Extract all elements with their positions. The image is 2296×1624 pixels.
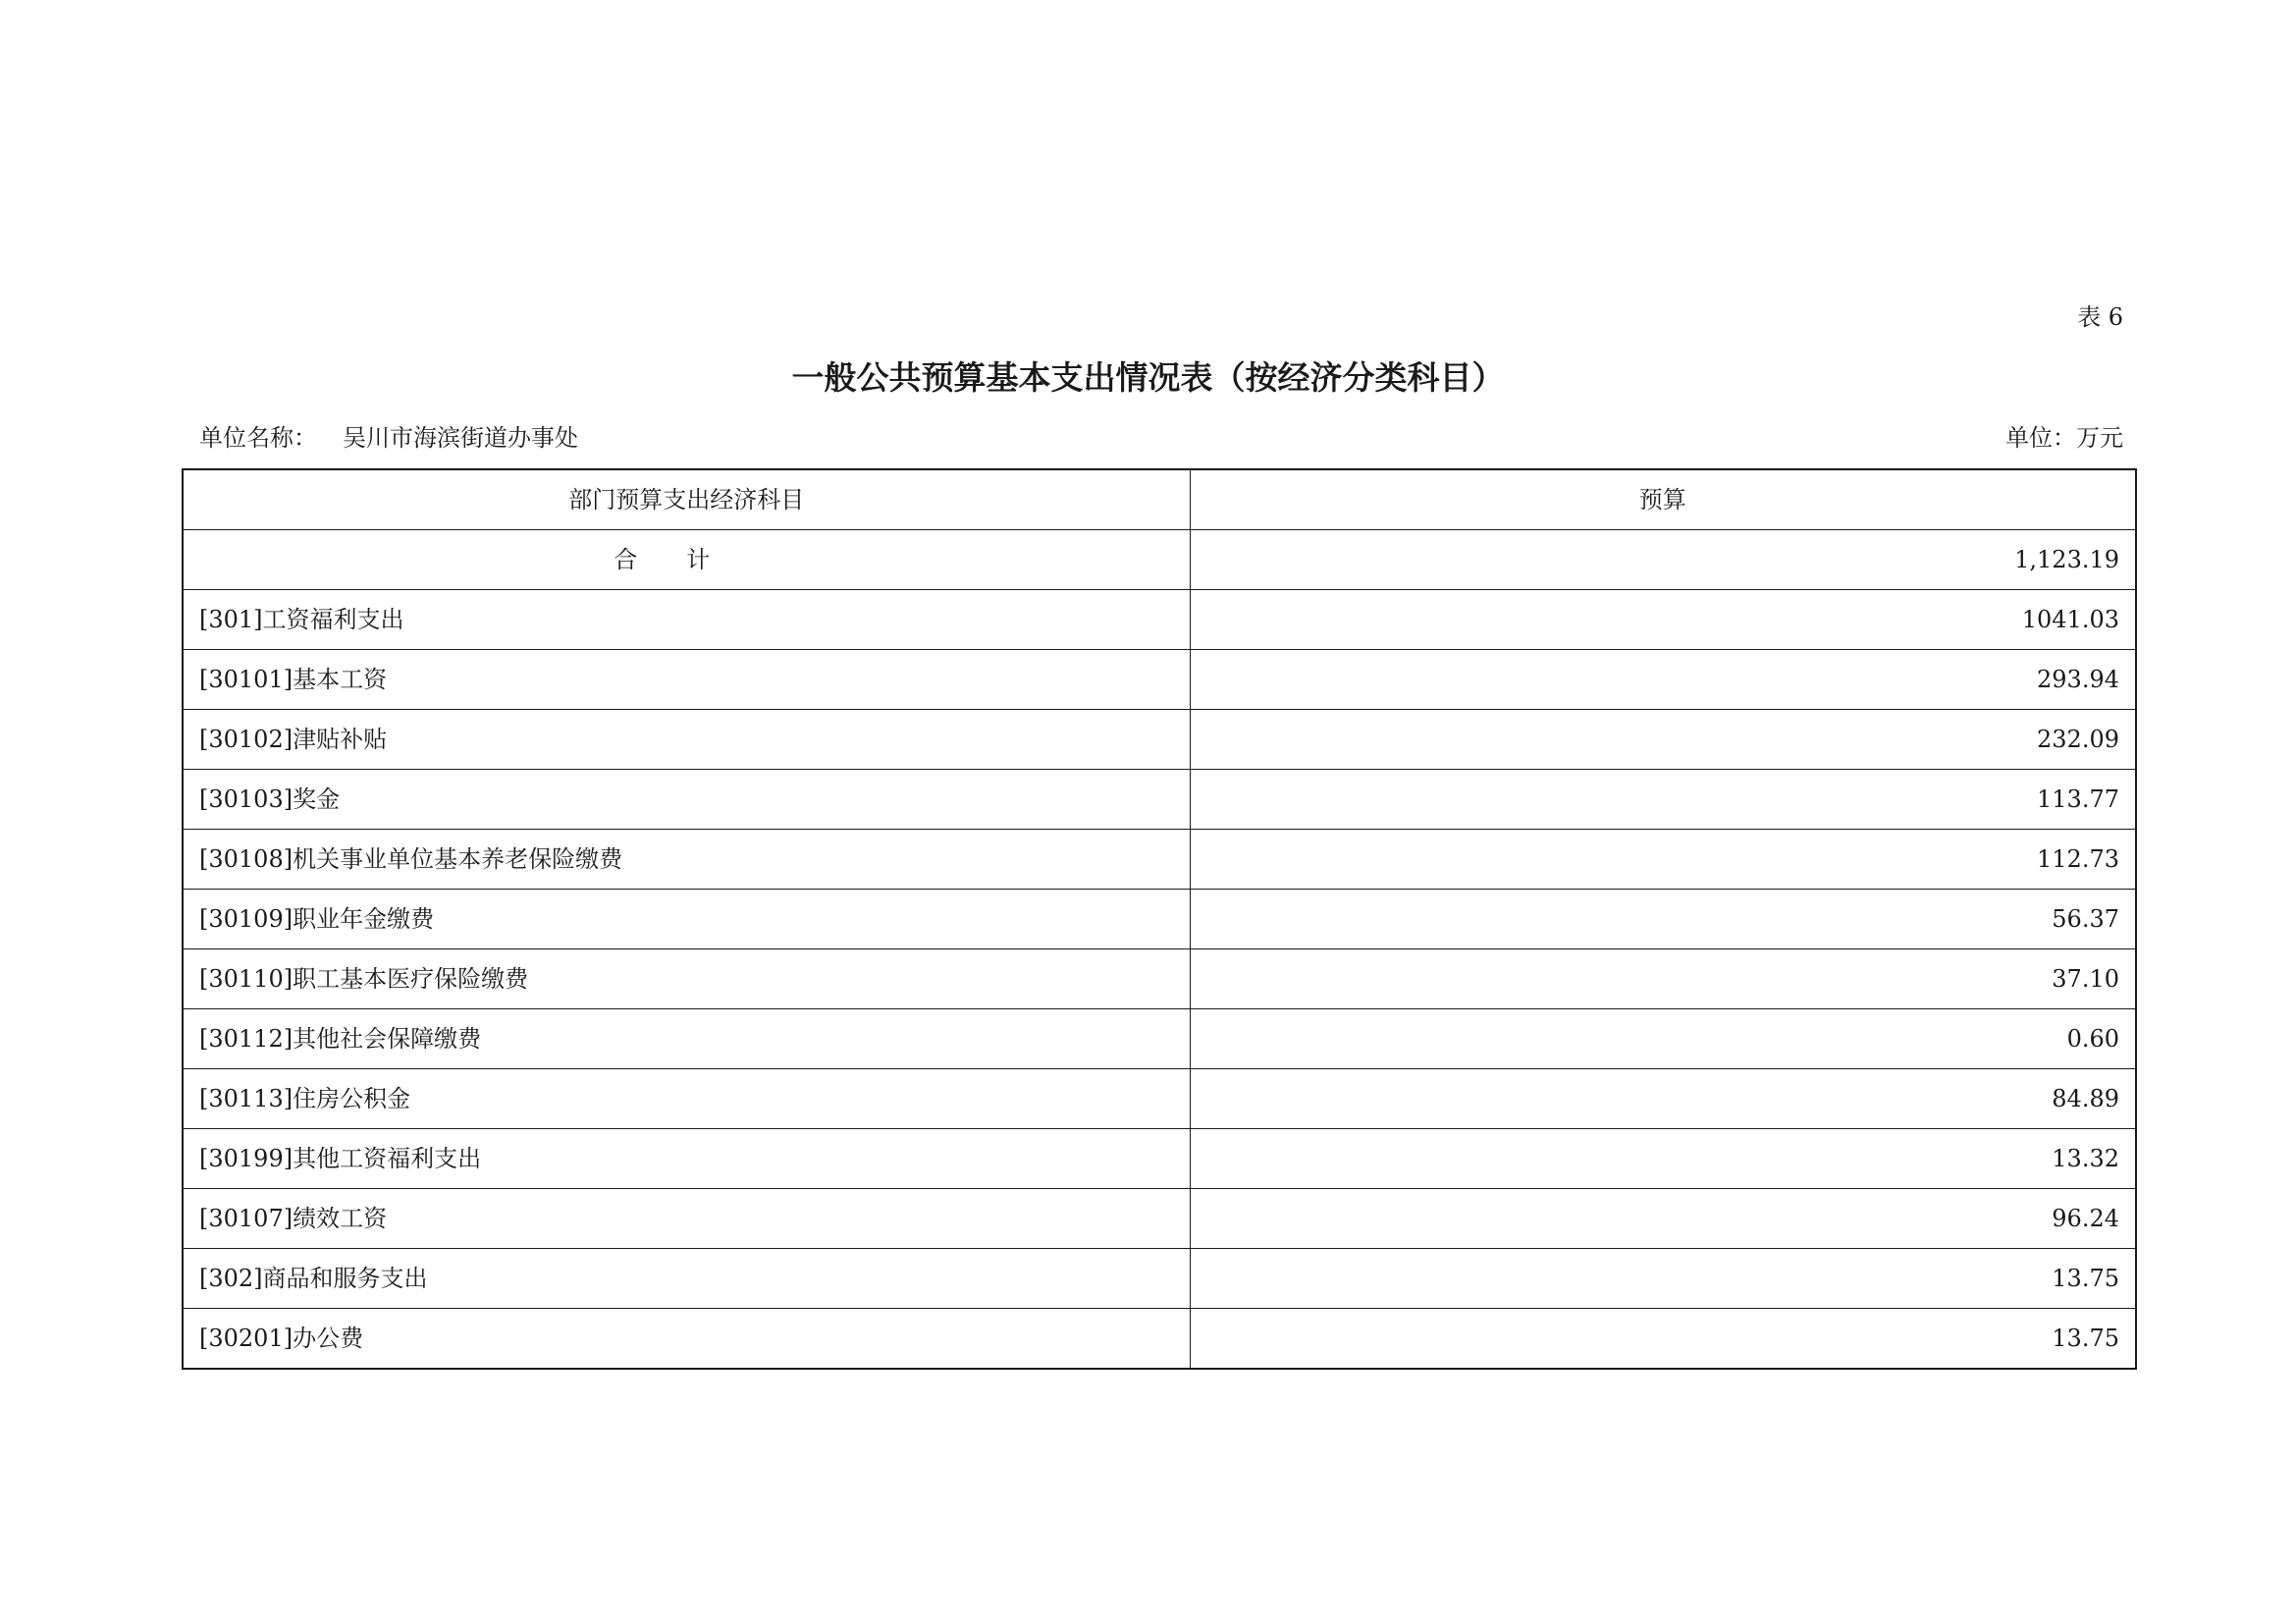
row-amount: 113.77 [1190, 770, 2136, 830]
table-row [183, 1309, 2136, 1370]
table-number: 表 6 [2077, 303, 2123, 331]
table-row [183, 650, 2136, 710]
table-row [183, 1069, 2136, 1129]
table-row [183, 590, 2136, 650]
row-amount: 37.10 [1190, 949, 2136, 1009]
table-row [183, 1009, 2136, 1069]
column-header-subject: 部门预算支出经济科目 [183, 469, 1190, 530]
row-amount: 13.75 [1190, 1249, 2136, 1309]
table-row [183, 1249, 2136, 1309]
row-amount: 56.37 [1190, 890, 2136, 949]
unit-name-value: 吴川市海滨街道办事处 [343, 424, 578, 452]
row-amount: 112.73 [1190, 830, 2136, 890]
row-amount: 96.24 [1190, 1189, 2136, 1249]
row-subject: [30113]住房公积金 [183, 1069, 1190, 1129]
currency-unit: 单位：万元 [2005, 424, 2123, 452]
table-row [183, 1189, 2136, 1249]
row-subject: [30201]办公费 [183, 1309, 1190, 1370]
total-row [183, 530, 2136, 590]
table-row [183, 949, 2136, 1009]
row-subject: [301]工资福利支出 [183, 590, 1190, 650]
table-row [183, 830, 2136, 890]
row-subject: [30112]其他社会保障缴费 [183, 1009, 1190, 1069]
row-subject: [30110]职工基本医疗保险缴费 [183, 949, 1190, 1009]
table-row [183, 1129, 2136, 1189]
total-value: 1,123.19 [1190, 530, 2136, 590]
budget-table [182, 468, 2137, 1370]
table-row [183, 890, 2136, 949]
unit-name-label: 单位名称： [199, 424, 317, 452]
row-amount: 13.32 [1190, 1129, 2136, 1189]
column-header-budget: 预算 [1190, 469, 2136, 530]
row-subject: [30199]其他工资福利支出 [183, 1129, 1190, 1189]
row-amount: 84.89 [1190, 1069, 2136, 1129]
row-amount: 13.75 [1190, 1309, 2136, 1370]
row-subject: [30107]绩效工资 [183, 1189, 1190, 1249]
page-title: 一般公共预算基本支出情况表（按经济分类科目） [791, 358, 1505, 397]
row-subject: [302]商品和服务支出 [183, 1249, 1190, 1309]
unit-name [199, 422, 578, 454]
row-amount: 1041.03 [1190, 590, 2136, 650]
row-amount: 232.09 [1190, 710, 2136, 770]
row-subject: [30109]职业年金缴费 [183, 890, 1190, 949]
table-row [183, 770, 2136, 830]
table-row [183, 710, 2136, 770]
row-subject: [30103]奖金 [183, 770, 1190, 830]
header-row [183, 469, 2136, 530]
row-amount: 0.60 [1190, 1009, 2136, 1069]
row-subject: [30102]津贴补贴 [183, 710, 1190, 770]
total-label: 合计 [183, 530, 1190, 590]
row-amount: 293.94 [1190, 650, 2136, 710]
row-subject: [30101]基本工资 [183, 650, 1190, 710]
row-subject: [30108]机关事业单位基本养老保险缴费 [183, 830, 1190, 890]
